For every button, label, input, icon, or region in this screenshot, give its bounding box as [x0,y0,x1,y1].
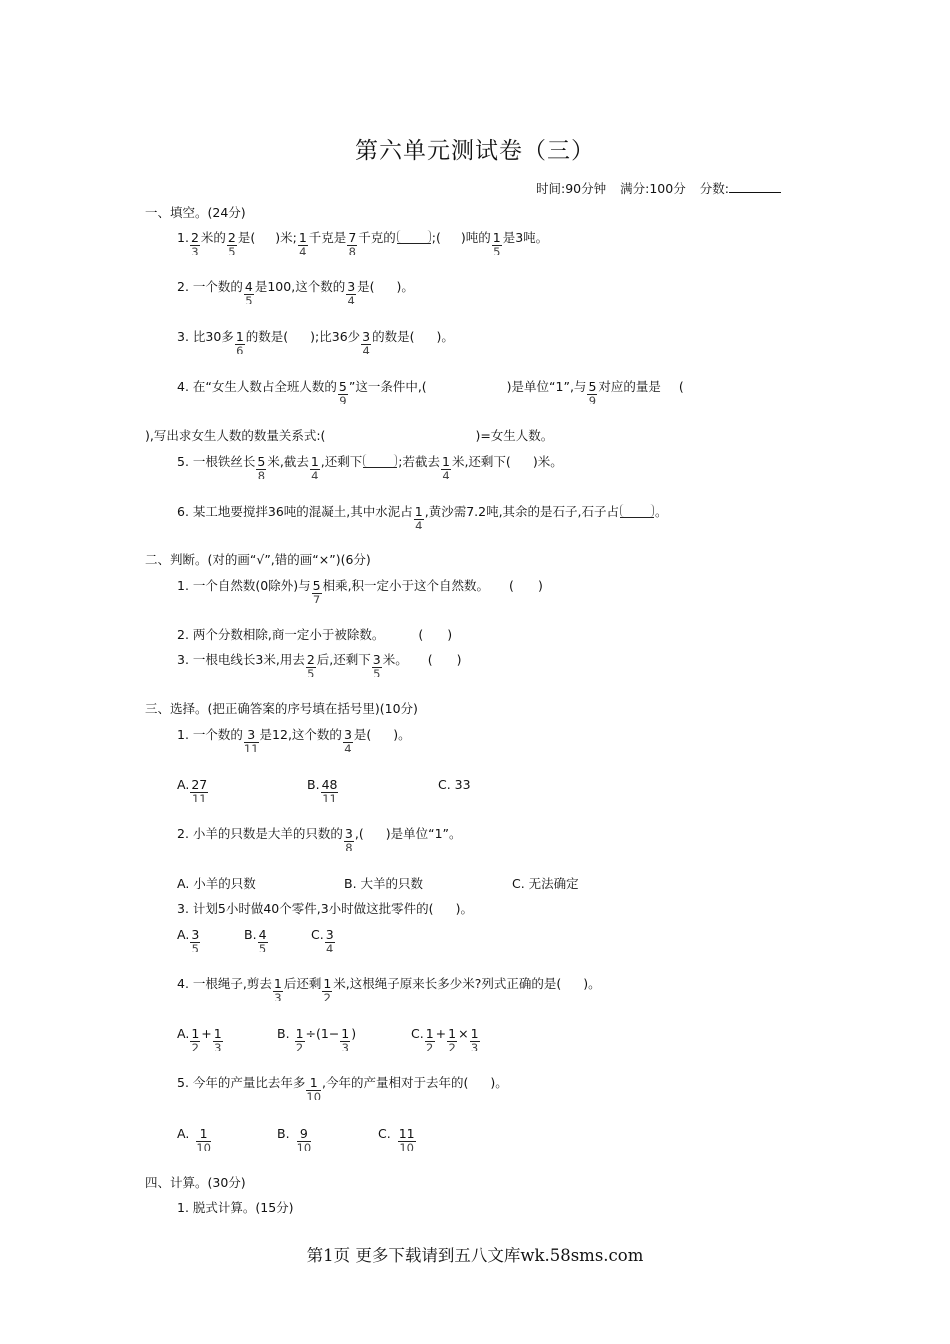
question-text: ,黄沙需7.2吨,其余的是石子,石子占 [424,504,620,519]
fraction-denominator: 4 [326,943,334,952]
fraction-denominator: 3 [274,992,282,1001]
fraction-denominator: 4 [311,470,319,479]
fraction [227,230,237,255]
fraction-denominator: 4 [362,345,370,354]
score-label: 分数: [699,181,729,196]
fraction-numerator: 1 [298,230,307,245]
fraction-denominator: 9 [588,395,597,404]
fraction-denominator: 3 [191,246,199,255]
fraction-numerator [363,454,397,467]
page-title: 第六单元测试卷（三） [355,138,595,164]
question-text: 。 [655,504,668,519]
fraction [190,1026,200,1051]
fraction-numerator: 3 [344,826,353,841]
question-text: 千克是 [308,230,347,245]
s3-q4-option-a[interactable] [177,1026,224,1051]
fraction-numerator: 3 [343,727,352,742]
question-text: 米。 [382,652,408,667]
full-score-label: 满分:100分 [620,181,686,196]
question-text: )米; [275,230,297,245]
section-2-heading: 二、判断。(对的画“√”,错的画“×”)(6分) [145,552,371,567]
fraction-numerator: 11 [398,1126,415,1141]
question-text: B. [244,927,257,942]
s3-q5-option-a[interactable] [177,1126,212,1151]
fraction [306,1075,321,1100]
question-text: ÷(1− [305,1026,340,1041]
fraction [244,279,254,304]
question-text: ( [427,652,433,667]
fraction [470,1026,480,1051]
s1-question-5 [177,454,563,479]
fraction-numerator: 1 [323,976,332,991]
fraction [340,1026,350,1051]
fraction-denominator: 7 [312,594,321,603]
fraction-denominator: 5 [307,668,315,677]
fraction-denominator: 11 [243,743,259,752]
question-text: )吨的 [460,230,491,245]
fraction-numerator: 7 [348,230,357,245]
fraction-numerator: 4 [258,927,267,942]
s2-question-3 [177,652,462,677]
question-text: B. [307,777,320,792]
fraction-numerator [397,230,431,243]
s3-q3-option-a[interactable] [177,927,201,952]
fraction-numerator: 3 [247,727,256,742]
fraction [338,379,348,404]
fraction [325,927,335,952]
s3-question-5 [177,1075,508,1100]
fraction-numerator: 3 [372,652,381,667]
question-text: 后,还剩下 [316,652,371,667]
question-text: 3. 计划5小时做40个零件,3小时做这批零件的( [177,901,434,916]
fraction-denominator: 9 [339,395,347,404]
fraction-numerator: 1 [295,1026,304,1041]
s3-question-4 [177,976,601,1001]
fraction-denominator: 4 [344,743,352,752]
fraction [190,927,200,952]
question-text: 是100,这个数的 [254,279,346,294]
fraction-numerator: 3 [191,927,200,942]
fraction [414,504,424,529]
fraction-numerator: 9 [299,1126,308,1141]
fraction-denominator: 10 [399,1142,414,1151]
fraction-numerator: 3 [325,927,334,942]
fraction-numerator: 1 [199,1126,208,1141]
section-4-heading: 四、计算。(30分) [145,1175,246,1190]
s1-question-3 [177,329,454,354]
fraction [256,454,266,479]
fraction [310,454,320,479]
question-text: ;( [431,230,441,245]
fraction-numerator: 1 [235,329,244,344]
fraction [273,976,283,1001]
question-text: 1. 一个数的 [177,727,243,742]
s3-q5-option-b[interactable] [277,1126,312,1151]
fraction [190,777,208,802]
s3-q1-option-a[interactable] [177,777,209,802]
question-text: 是( [237,230,256,245]
question-text: )。 [583,976,601,991]
s3-q1-option-c[interactable]: C. 33 [438,777,471,792]
question-text: )米。 [532,454,563,469]
question-text: ”这一条件中,( [348,379,427,394]
fraction-denominator: 6 [236,345,244,354]
fraction [321,777,339,802]
question-text: ,还剩下 [320,454,363,469]
fraction-denominator: 4 [415,520,423,529]
fraction-bar [620,517,654,518]
question-text: 3. 一根电线长3米,用去 [177,652,305,667]
section-3-heading: 三、选择。(把正确答案的序号填在括号里)(10分) [145,701,418,716]
fraction [295,1026,305,1051]
fraction [492,230,502,255]
question-text: 千克的 [358,230,396,245]
s3-q3-option-c[interactable] [311,927,336,952]
score-blank [729,179,781,193]
question-text: 米,还剩下( [451,454,511,469]
fraction-numerator: 1 [309,1075,318,1090]
question-text: 米,这根绳子原来长多少米?列式正确的是( [333,976,562,991]
question-text: A. [177,1026,190,1041]
question-text: A. [177,927,190,942]
fraction-denominator: 2 [426,1042,434,1051]
question-text: ),写出求女生人数的数量关系式:( [145,428,326,443]
fraction-denominator: 4 [347,295,355,304]
fraction-numerator: 1 [425,1026,434,1041]
fraction-denominator: 10 [196,1142,211,1151]
fraction-numerator: 5 [338,379,347,394]
question-text: 是( [357,279,375,294]
question-text: 米,截去 [267,454,309,469]
fraction-denominator: 10 [306,1091,322,1100]
fraction-numerator: 1 [273,976,282,991]
fraction [372,652,382,677]
question-text: )=女生人数。 [475,428,554,443]
fraction-denominator: 2 [323,992,331,1001]
question-text: )。 [490,1075,508,1090]
fraction-numerator: 5 [312,578,321,593]
fraction-numerator: 5 [588,379,597,394]
question-text: 2. 一个数的 [177,279,243,294]
fraction [441,454,451,479]
s3-q1-option-b[interactable] [307,777,339,802]
fraction [347,230,357,255]
s1-question-6 [177,504,668,529]
fraction-denominator: 8 [348,246,356,255]
question-text: 1. 一个自然数(0除外)与 [177,578,311,593]
fraction [297,1126,312,1151]
question-text: 是( [353,727,372,742]
question-text: 4. 在“女生人数占全班人数的 [177,379,337,394]
fraction-denominator: 8 [345,842,353,851]
question-text: 2. 小羊的只数是大羊的只数的 [177,826,343,841]
s1-question-1 [177,230,548,255]
fraction-numerator: 2 [306,652,315,667]
fraction-denominator: 2 [448,1042,456,1051]
fraction-denominator: 11 [191,793,207,802]
question-text: + [201,1026,212,1041]
fraction-numerator [620,504,654,517]
fraction-numerator: 1 [492,230,501,245]
fraction-numerator: 48 [321,777,338,792]
fraction-numerator: 3 [347,279,356,294]
question-text: )。 [455,901,473,916]
answer-blank-fraction[interactable] [620,504,654,527]
fraction-numerator: 4 [244,279,253,294]
fraction-denominator: 5 [493,246,501,255]
question-text: ;若截去 [398,454,440,469]
s3-q3-option-b[interactable] [244,927,269,952]
fraction-denominator: 2 [295,1042,304,1051]
fraction-numerator: 1 [310,454,319,469]
fraction [361,329,371,354]
question-text: )是单位“1”。 [385,826,462,841]
s3-question-1 [177,727,411,752]
question-text: ( [509,578,514,593]
fraction [213,1026,223,1051]
question-text: 5. 今年的产量比去年多 [177,1075,306,1090]
question-text: )。 [436,329,454,344]
fraction [587,379,597,404]
s1-question-2 [177,279,414,304]
fraction-numerator: 1 [213,1026,222,1041]
page-footer: 第1页 更多下载请到五八文库wk.58sms.com [306,1246,644,1265]
question-text: )。 [393,727,411,742]
exam-meta [536,179,781,197]
question-text: 对应的量是 [598,379,661,394]
fraction-denominator: 5 [245,295,253,304]
fraction [190,230,200,255]
fraction-numerator: 1 [470,1026,479,1041]
fraction [258,927,268,952]
question-text: 米的 [200,230,226,245]
fraction-bar [397,243,431,244]
fraction-denominator: 5 [228,246,236,255]
fraction-numerator: 1 [191,1026,200,1041]
fraction [235,329,245,354]
answer-blank-fraction[interactable] [397,230,431,253]
fraction-denominator: 3 [341,1042,349,1051]
s3-q4-option-b[interactable] [277,1026,356,1051]
question-text: 的数是( [245,329,289,344]
question-text: ) [351,1026,357,1041]
question-text: 的数是( [372,329,415,344]
question-text: A. [177,777,190,792]
s3-q2-option-c[interactable]: C. 无法确定 [512,876,579,891]
fraction [447,1026,457,1051]
question-text: 后还剩 [283,976,322,991]
question-text: 相乘,积一定小于这个自然数。 [322,578,490,593]
fraction-numerator: 1 [442,454,450,469]
question-text: 是12,这个数的 [259,727,342,742]
fraction-denominator: 8 [257,470,266,479]
fraction [344,826,354,851]
fraction-denominator: 5 [258,943,267,952]
fraction-bar [363,467,397,468]
answer-blank-fraction[interactable] [363,454,397,477]
question-text: A. [177,1126,190,1141]
fraction [346,279,356,304]
s3-q2-option-a[interactable]: A. 小羊的只数 [177,876,256,891]
fraction-numerator: 2 [227,230,236,245]
question-text: B. [277,1126,290,1141]
s3-question-3 [177,901,473,917]
fraction-denominator: 10 [296,1142,312,1151]
question-text: )。 [396,279,414,294]
fraction [298,230,308,255]
section-1-heading: 一、填空。(24分) [145,205,246,220]
fraction-numerator: 1 [414,504,423,519]
question-text: 3. 比30多 [177,329,234,344]
s3-question-2 [177,826,462,851]
question-text: C. [311,927,324,942]
question-text: );比36少 [310,329,361,344]
s3-q2-option-b[interactable]: B. 大羊的只数 [344,876,424,891]
fraction [343,727,353,752]
question-text: B. [277,1026,290,1041]
fraction-numerator: 27 [191,777,208,792]
s4-question-1: 1. 脱式计算。(15分) [177,1200,294,1215]
question-text: ) [456,652,462,667]
question-text: C. [378,1126,391,1141]
fraction-denominator: 5 [191,943,199,952]
fraction [425,1026,435,1051]
fraction [398,1126,416,1151]
fraction-denominator: 3 [470,1042,479,1051]
fraction-denominator: 11 [322,793,337,802]
fraction [312,578,322,603]
question-text: ,( [354,826,364,841]
fraction [322,976,332,1001]
fraction-numerator: 1 [341,1026,350,1041]
fraction-denominator: 3 [214,1042,222,1051]
question-text: ( [678,379,684,394]
fraction-denominator: 4 [299,246,307,255]
question-text: 是3吨。 [502,230,549,245]
question-text: 6. 某工地要搅拌36吨的混凝土,其中水泥占 [177,504,413,519]
question-text: ) [537,578,543,593]
question-text: ( [418,627,424,642]
question-text: 5. 一根铁丝长 [177,454,256,469]
fraction-denominator: 2 [191,1042,199,1051]
question-text: × [458,1026,469,1041]
fraction-numerator: 5 [257,454,266,469]
question-text: 2. 两个分数相除,商一定小于被除数。 [177,627,385,642]
s3-q5-option-c[interactable] [378,1126,417,1151]
fraction [244,727,259,752]
s2-question-1 [177,578,543,603]
fraction [196,1126,211,1151]
fraction-numerator: 3 [362,329,371,344]
s1-question-4-cont [145,428,553,444]
s2-question-2 [177,627,452,643]
s1-question-4 [177,379,684,404]
fraction [306,652,316,677]
fraction-numerator: 1 [448,1026,457,1041]
question-text: ) [447,627,453,642]
fraction-numerator: 2 [190,230,199,245]
question-text: 1. [177,230,189,245]
question-text: + [435,1026,447,1041]
s3-q4-option-c[interactable] [411,1026,481,1051]
time-label: 时间:90分钟 [536,181,607,196]
fraction-denominator: 5 [373,668,381,677]
question-text: )是单位“1”,与 [506,379,587,394]
fraction-denominator: 4 [442,470,450,479]
question-text: 4. 一根绳子,剪去 [177,976,272,991]
question-text: ,今年的产量相对于去年的( [322,1075,469,1090]
question-text: C. [411,1026,424,1041]
